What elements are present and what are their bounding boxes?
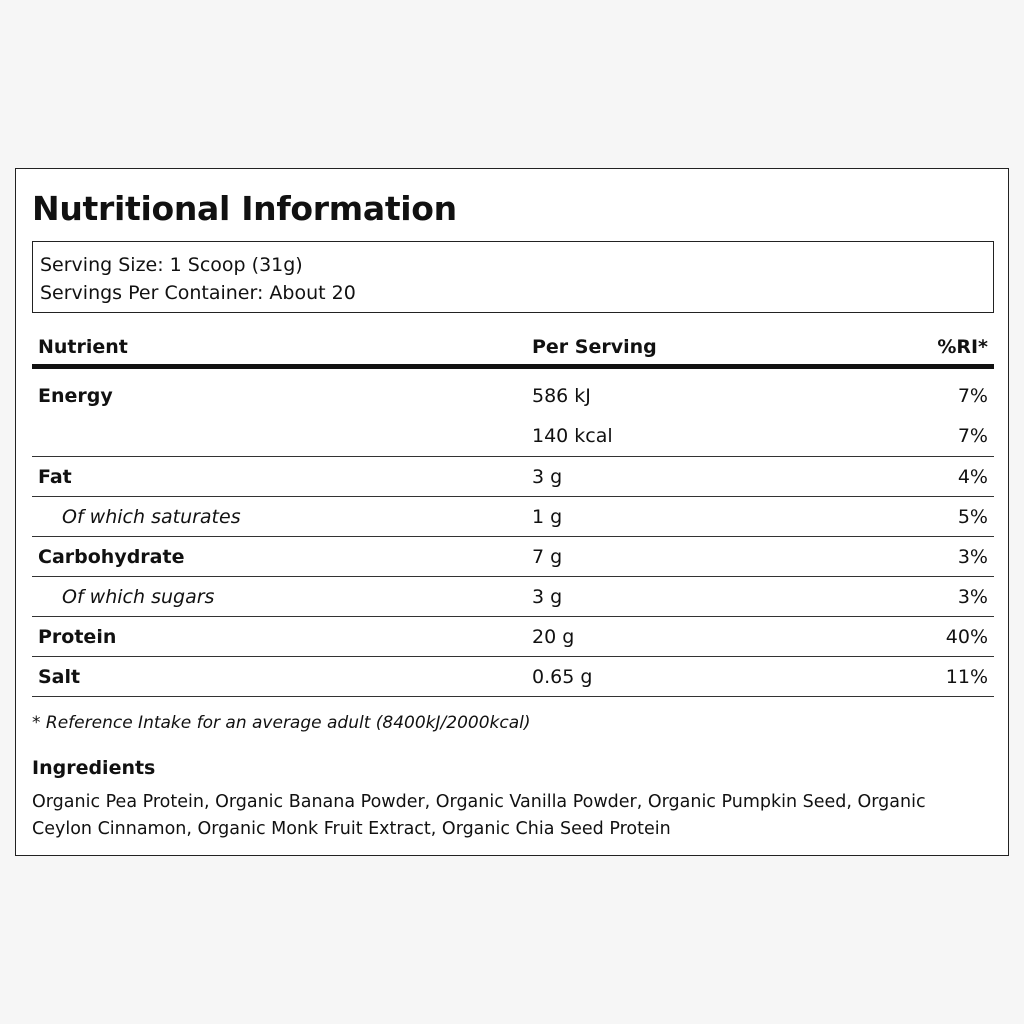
nutrient-amount: 586 kJ [532, 385, 591, 407]
nutrient-ri: 7% [957, 424, 988, 447]
nutrient-amount: 20 g [532, 625, 575, 648]
nutrient-amount: 140 kcal [532, 424, 613, 447]
nutrient-name: Energy [38, 385, 113, 407]
reference-intake-footnote: * Reference Intake for an average adult (8400kJ/2000kcal) [32, 713, 531, 733]
nutrient-ri: 7% [957, 385, 988, 407]
nutrient-ri: 11% [945, 665, 988, 688]
nutrient-name: Carbohydrate [38, 545, 185, 568]
page-title: Nutritional Information [32, 189, 457, 228]
nutrient-ri: 3% [957, 585, 988, 608]
nutrition-table [32, 329, 994, 697]
nutrient-ri: 4% [957, 465, 988, 488]
table-row-sugars [32, 577, 994, 617]
nutrient-name: Protein [38, 625, 117, 648]
table-row-energy-kcal [32, 417, 994, 457]
ingredients-heading: Ingredients [32, 757, 156, 779]
nutrient-ri: 5% [957, 505, 988, 528]
nutrient-amount: 0.65 g [532, 665, 593, 688]
serving-info-box [32, 241, 994, 313]
header-nutrient: Nutrient [38, 335, 128, 358]
nutrient-ri: 3% [957, 545, 988, 568]
table-row-salt [32, 657, 994, 697]
ingredients-list: Organic Pea Protein, Organic Banana Powder, Organic Vanilla Powder, Organic Pumpkin Seed, Organic Ceylon Cinnamon, Organic Monk Fruit Extract, Organic Chia Seed Protein [32, 792, 926, 839]
header-ri: %RI* [937, 335, 988, 358]
table-header-row [32, 329, 994, 369]
nutrient-amount: 3 g [532, 585, 563, 608]
nutrient-name: Salt [38, 665, 81, 688]
nutrient-name: Fat [38, 465, 72, 488]
servings-per-container: Servings Per Container: About 20 [40, 282, 356, 304]
header-per-serving: Per Serving [532, 335, 657, 358]
nutrient-name: Of which saturates [62, 505, 241, 528]
table-row-energy-kj [32, 369, 994, 417]
table-row-saturates [32, 497, 994, 537]
nutrient-amount: 7 g [532, 545, 563, 568]
table-row-fat [32, 457, 994, 497]
table-row-protein [32, 617, 994, 657]
nutrient-amount: 1 g [532, 505, 563, 528]
nutrient-ri: 40% [945, 625, 988, 648]
table-row-carbohydrate [32, 537, 994, 577]
nutrition-panel [15, 168, 1009, 856]
nutrient-name: Of which sugars [62, 585, 215, 608]
serving-size: Serving Size: 1 Scoop (31g) [40, 254, 303, 276]
nutrient-amount: 3 g [532, 465, 563, 488]
